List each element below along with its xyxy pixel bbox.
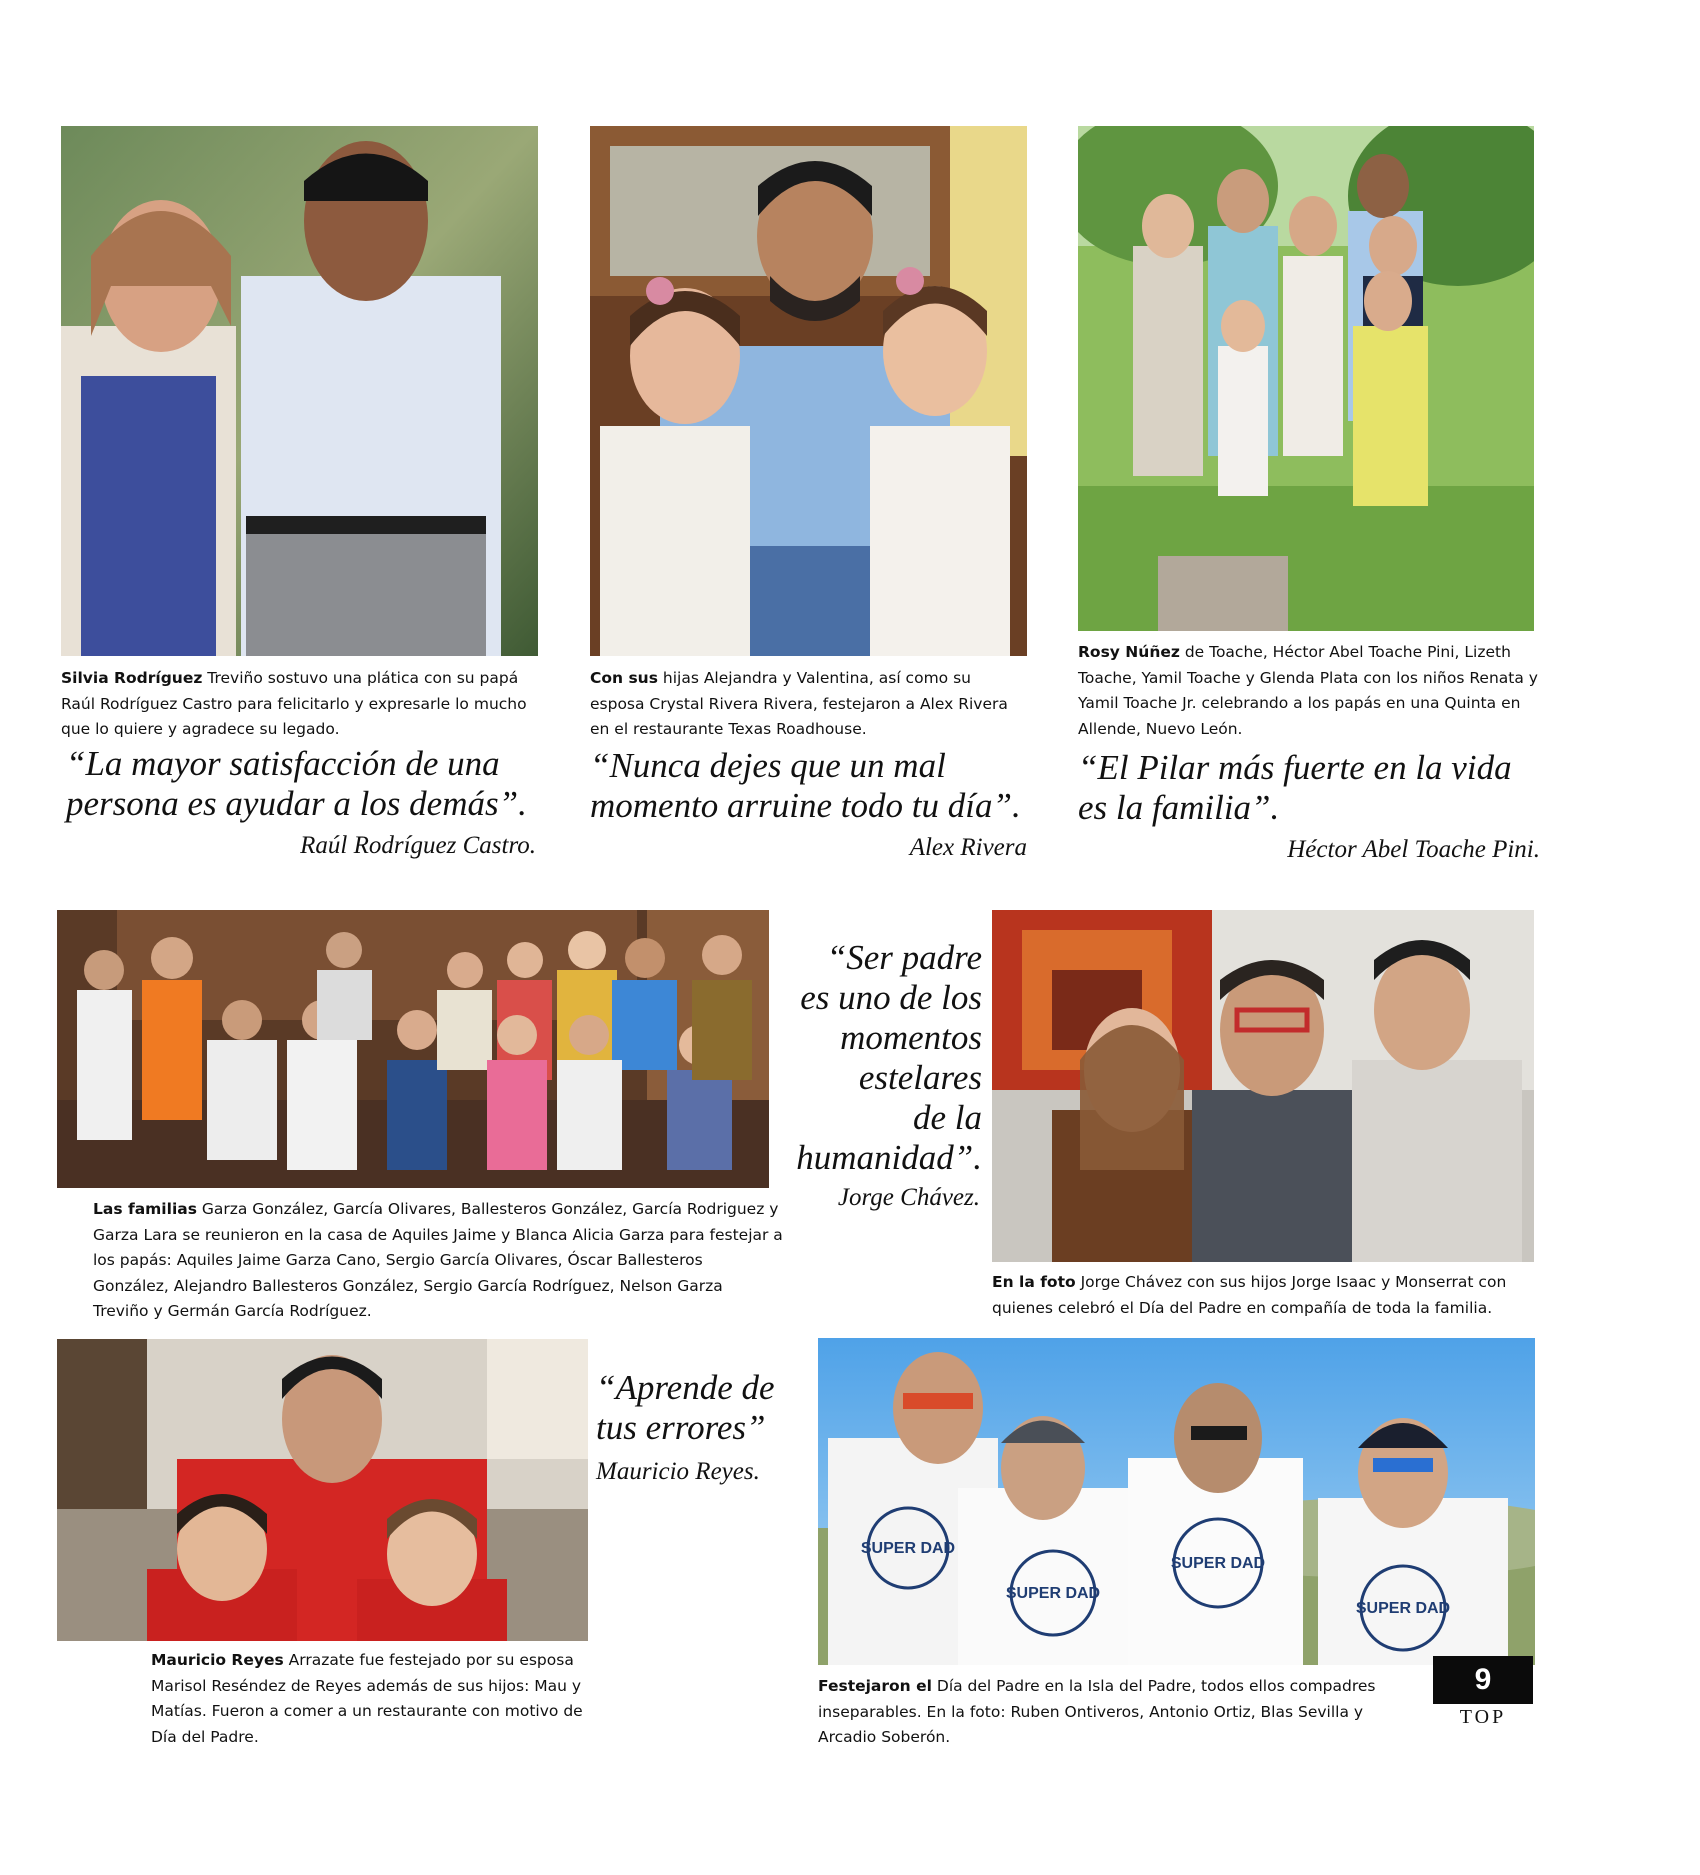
caption-lead: Mauricio Reyes xyxy=(151,1651,284,1669)
photo-garza-families xyxy=(57,910,769,1188)
caption-text: hijas Alejandra y Valentina, así como su esposa Crystal Rivera Rivera, festejaron a Alex Rivera en el restaurante Texas Roadhouse. xyxy=(590,669,1008,738)
caption-text: Treviño sostuvo una plática con su papá Raúl Rodríguez Castro para felicitarlo y expresarle lo mucho que lo quiere y agradece su legado. xyxy=(61,669,527,738)
shirt-logo-text: SUPER DAD xyxy=(1005,1585,1101,1602)
quote-line: momentos xyxy=(840,1018,982,1057)
page-number: 9 xyxy=(1433,1656,1533,1704)
shirt-logo-text: SUPER DAD xyxy=(860,1540,956,1557)
caption-story-4 xyxy=(93,1197,783,1325)
quote-line: de la xyxy=(912,1098,982,1137)
caption-lead: Rosy Núñez xyxy=(1078,643,1180,661)
caption-story-6 xyxy=(151,1648,591,1750)
caption-text: Jorge Chávez con sus hijos Jorge Isaac y Monserrat con quienes celebró el Día del Padre en compañía de toda la familia. xyxy=(992,1273,1507,1317)
photo-silvia-raul xyxy=(61,126,538,656)
caption-lead: Las familias xyxy=(93,1200,197,1218)
quote-author-1: Raúl Rodríguez Castro. xyxy=(300,832,536,859)
quote-line: humanidad”. xyxy=(796,1138,982,1177)
quote-author-2: Alex Rivera xyxy=(909,834,1027,861)
photo-isla-del-padre-compadres xyxy=(818,1338,1535,1665)
caption-story-2 xyxy=(590,666,1027,743)
photo-mauricio-reyes xyxy=(57,1339,588,1641)
quote-line: tus errores” xyxy=(596,1408,766,1447)
pull-quote-1: “La mayor satisfacción de una persona es ayudar a los demás”. xyxy=(66,744,527,823)
quote-author-5: Jorge Chávez. xyxy=(837,1184,980,1211)
caption-lead: Festejaron el xyxy=(818,1677,932,1695)
caption-text: Día del Padre en la Isla del Padre, todos ellos compadres inseparables. En la foto: Ruben Ontiveros, Antonio Ortiz, Blas Sevilla y Arcadio Soberón. xyxy=(818,1677,1376,1746)
pull-quote-3: “El Pilar más fuerte en la vida es la familia”. xyxy=(1078,748,1512,827)
caption-lead: Con sus xyxy=(590,669,658,687)
photo-alex-rivera-daughters xyxy=(590,126,1027,656)
caption-lead: En la foto xyxy=(992,1273,1076,1291)
caption-story-3 xyxy=(1078,640,1540,742)
pull-quote-2: “Nunca dejes que un mal momento arruine todo tu día”. xyxy=(590,746,1021,825)
caption-text: Garza González, García Olivares, Ballesteros González, García Rodriguez y Garza Lara se reunieron en la casa de Aquiles Jaime y Blanca Alicia Garza para festejar a los papás: Aquiles Jaime Garza Cano, Sergio García Olivares, Óscar Ballesteros González, Alejandro Ballesteros González, Sergio García Rodríguez, Nelson Garza Treviño y Germán García Rodríguez. xyxy=(93,1200,783,1320)
photo-jorge-chavez-family xyxy=(992,910,1534,1262)
section-label: TOP xyxy=(1459,1706,1507,1728)
photo-toache-family xyxy=(1078,126,1534,631)
shirt-logo-text: SUPER DAD xyxy=(1355,1600,1451,1617)
shirt-logo-text: SUPER DAD xyxy=(1170,1555,1266,1572)
caption-story-7 xyxy=(818,1674,1408,1751)
caption-lead: Silvia Rodríguez xyxy=(61,669,203,687)
quote-line: “Ser padre xyxy=(826,938,982,977)
pull-quote-5 xyxy=(770,938,982,1178)
caption-story-5 xyxy=(992,1270,1540,1321)
pull-quote-6 xyxy=(596,1368,796,1448)
quote-line: estelares xyxy=(858,1058,982,1097)
quote-line: es uno de los xyxy=(800,978,982,1017)
caption-text: de Toache, Héctor Abel Toache Pini, Lizeth Toache, Yamil Toache y Glenda Plata con los niños Renata y Yamil Toache Jr. celebrando a los papás en una Quinta en Allende, Nuevo León. xyxy=(1078,643,1538,738)
quote-author-6: Mauricio Reyes. xyxy=(596,1458,760,1485)
quote-author-3: Héctor Abel Toache Pini. xyxy=(1287,836,1540,863)
caption-text: Arrazate fue festejado por su esposa Marisol Reséndez de Reyes además de sus hijos: Mau y Matías. Fueron a comer a un restaurante con motivo de Día del Padre. xyxy=(151,1651,583,1746)
caption-story-1 xyxy=(61,666,543,743)
quote-line: “Aprende de xyxy=(596,1368,775,1407)
